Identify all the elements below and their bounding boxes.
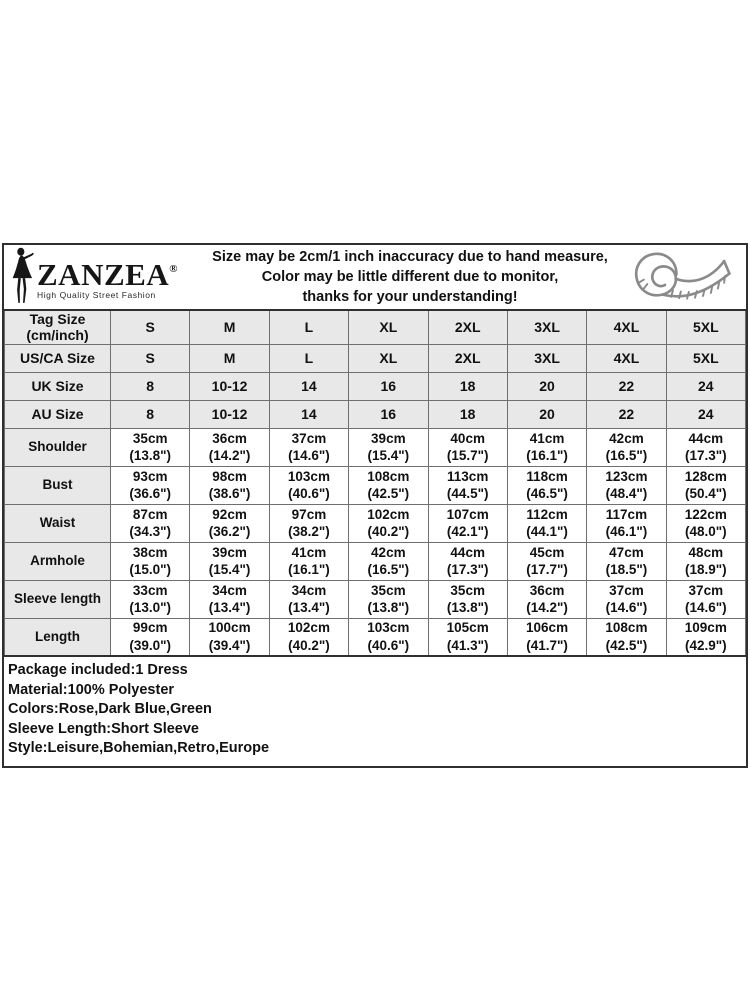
value-cell: 45cm (17.7") [507,542,586,580]
value-cell: 100cm (39.4") [190,618,269,656]
value-cell: 108cm (42.5") [349,466,428,504]
value-cell: 34cm (13.4") [190,580,269,618]
value-cell: 39cm (15.4") [349,428,428,466]
value-cell: 18 [428,400,507,428]
value-cell: 42cm (16.5") [349,542,428,580]
chart-header [4,245,746,309]
value-cell: S [111,310,190,344]
value-cell: 35cm (13.8") [428,580,507,618]
value-cell: 92cm (36.2") [190,504,269,542]
value-cell: 18 [428,372,507,400]
value-cell: 14 [269,372,348,400]
value-cell: S [111,344,190,372]
table-row [5,466,746,504]
value-cell: 40cm (15.7") [428,428,507,466]
value-cell: 2XL [428,344,507,372]
value-cell: 14 [269,400,348,428]
detail-line: Material:100% Polyester [8,681,175,698]
value-cell: XL [349,310,428,344]
value-cell: 5XL [666,310,745,344]
value-cell: 20 [507,400,586,428]
value-cell: 122cm (48.0") [666,504,745,542]
table-row [5,504,746,542]
product-details [4,657,746,766]
value-cell: 103cm (40.6") [349,618,428,656]
value-cell: 112cm (44.1") [507,504,586,542]
value-cell: 34cm (13.4") [269,580,348,618]
table-row [5,428,746,466]
value-cell: 10-12 [190,400,269,428]
brand-name: ZANZEA® [37,257,178,292]
table-row [5,344,746,372]
value-cell: 37cm (14.6") [269,428,348,466]
value-cell: 2XL [428,310,507,344]
table-row [5,618,746,656]
value-cell: L [269,310,348,344]
value-cell: 99cm (39.0") [111,618,190,656]
value-cell: 48cm (18.9") [666,542,745,580]
value-cell: 37cm (14.6") [587,580,666,618]
row-label-cell: Length [5,618,111,656]
value-cell: 4XL [587,310,666,344]
detail-line: Sleeve Length:Short Sleeve [8,720,199,737]
row-label-cell: Waist [5,504,111,542]
table-row [5,580,746,618]
disclaimer-line: Size may be 2cm/1 inch inaccuracy due to hand measure, [212,249,608,265]
value-cell: 108cm (42.5") [587,618,666,656]
value-cell: 20 [507,372,586,400]
disclaimer-text [202,247,618,307]
value-cell: 16 [349,400,428,428]
table-row [5,310,746,344]
value-cell: 42cm (16.5") [587,428,666,466]
measuring-tape-icon [618,247,742,307]
row-label-cell: Armhole [5,542,111,580]
value-cell: 44cm (17.3") [428,542,507,580]
value-cell: 35cm (13.8") [349,580,428,618]
value-cell: 87cm (34.3") [111,504,190,542]
value-cell: 98cm (38.6") [190,466,269,504]
row-label-cell: AU Size [5,400,111,428]
value-cell: M [190,310,269,344]
value-cell: 113cm (44.5") [428,466,507,504]
row-label-cell: Sleeve length [5,580,111,618]
size-table-body [5,310,746,656]
value-cell: 107cm (42.1") [428,504,507,542]
value-cell: 39cm (15.4") [190,542,269,580]
table-row [5,400,746,428]
value-cell: L [269,344,348,372]
value-cell: 24 [666,400,745,428]
value-cell: 35cm (13.8") [111,428,190,466]
table-row [5,372,746,400]
value-cell: 22 [587,372,666,400]
detail-line: Style:Leisure,Bohemian,Retro,Europe [8,740,270,756]
value-cell: 4XL [587,344,666,372]
value-cell: 10-12 [190,372,269,400]
row-label-cell: US/CA Size [5,344,111,372]
value-cell: 3XL [507,344,586,372]
disclaimer-line: thanks for your understanding! [302,289,518,305]
size-chart-panel [2,243,748,768]
value-cell: 105cm (41.3") [428,618,507,656]
registered-mark: ® [169,263,178,275]
detail-line: Package included:1 Dress [8,662,188,678]
value-cell: M [190,344,269,372]
brand-logo-text [37,254,177,300]
table-row [5,542,746,580]
value-cell: 109cm (42.9") [666,618,745,656]
value-cell: 16 [349,372,428,400]
value-cell: XL [349,344,428,372]
value-cell: 36cm (14.2") [507,580,586,618]
fashion-woman-silhouette-icon [10,246,36,311]
value-cell: 97cm (38.2") [269,504,348,542]
value-cell: 117cm (46.1") [587,504,666,542]
value-cell: 36cm (14.2") [190,428,269,466]
row-label-cell: Tag Size (cm/inch) [5,310,111,344]
value-cell: 41cm (16.1") [507,428,586,466]
value-cell: 41cm (16.1") [269,542,348,580]
value-cell: 93cm (36.6") [111,466,190,504]
value-cell: 38cm (15.0") [111,542,190,580]
value-cell: 37cm (14.6") [666,580,745,618]
value-cell: 118cm (46.5") [507,466,586,504]
value-cell: 128cm (50.4") [666,466,745,504]
row-label-cell: UK Size [5,372,111,400]
value-cell: 5XL [666,344,745,372]
value-cell: 8 [111,400,190,428]
value-cell: 8 [111,372,190,400]
value-cell: 123cm (48.4") [587,466,666,504]
row-label-cell: Bust [5,466,111,504]
value-cell: 3XL [507,310,586,344]
value-cell: 47cm (18.5") [587,542,666,580]
value-cell: 102cm (40.2") [269,618,348,656]
brand-tagline: High Quality Street Fashion [37,290,156,300]
value-cell: 33cm (13.0") [111,580,190,618]
value-cell: 22 [587,400,666,428]
brand-logo [10,244,202,311]
value-cell: 24 [666,372,745,400]
value-cell: 44cm (17.3") [666,428,745,466]
value-cell: 106cm (41.7") [507,618,586,656]
detail-line: Colors:Rose,Dark Blue,Green [8,701,212,717]
disclaimer-line: Color may be little different due to monitor, [261,269,559,285]
value-cell: 103cm (40.6") [269,466,348,504]
row-label-cell: Shoulder [5,428,111,466]
size-table [4,309,746,657]
value-cell: 102cm (40.2") [349,504,428,542]
